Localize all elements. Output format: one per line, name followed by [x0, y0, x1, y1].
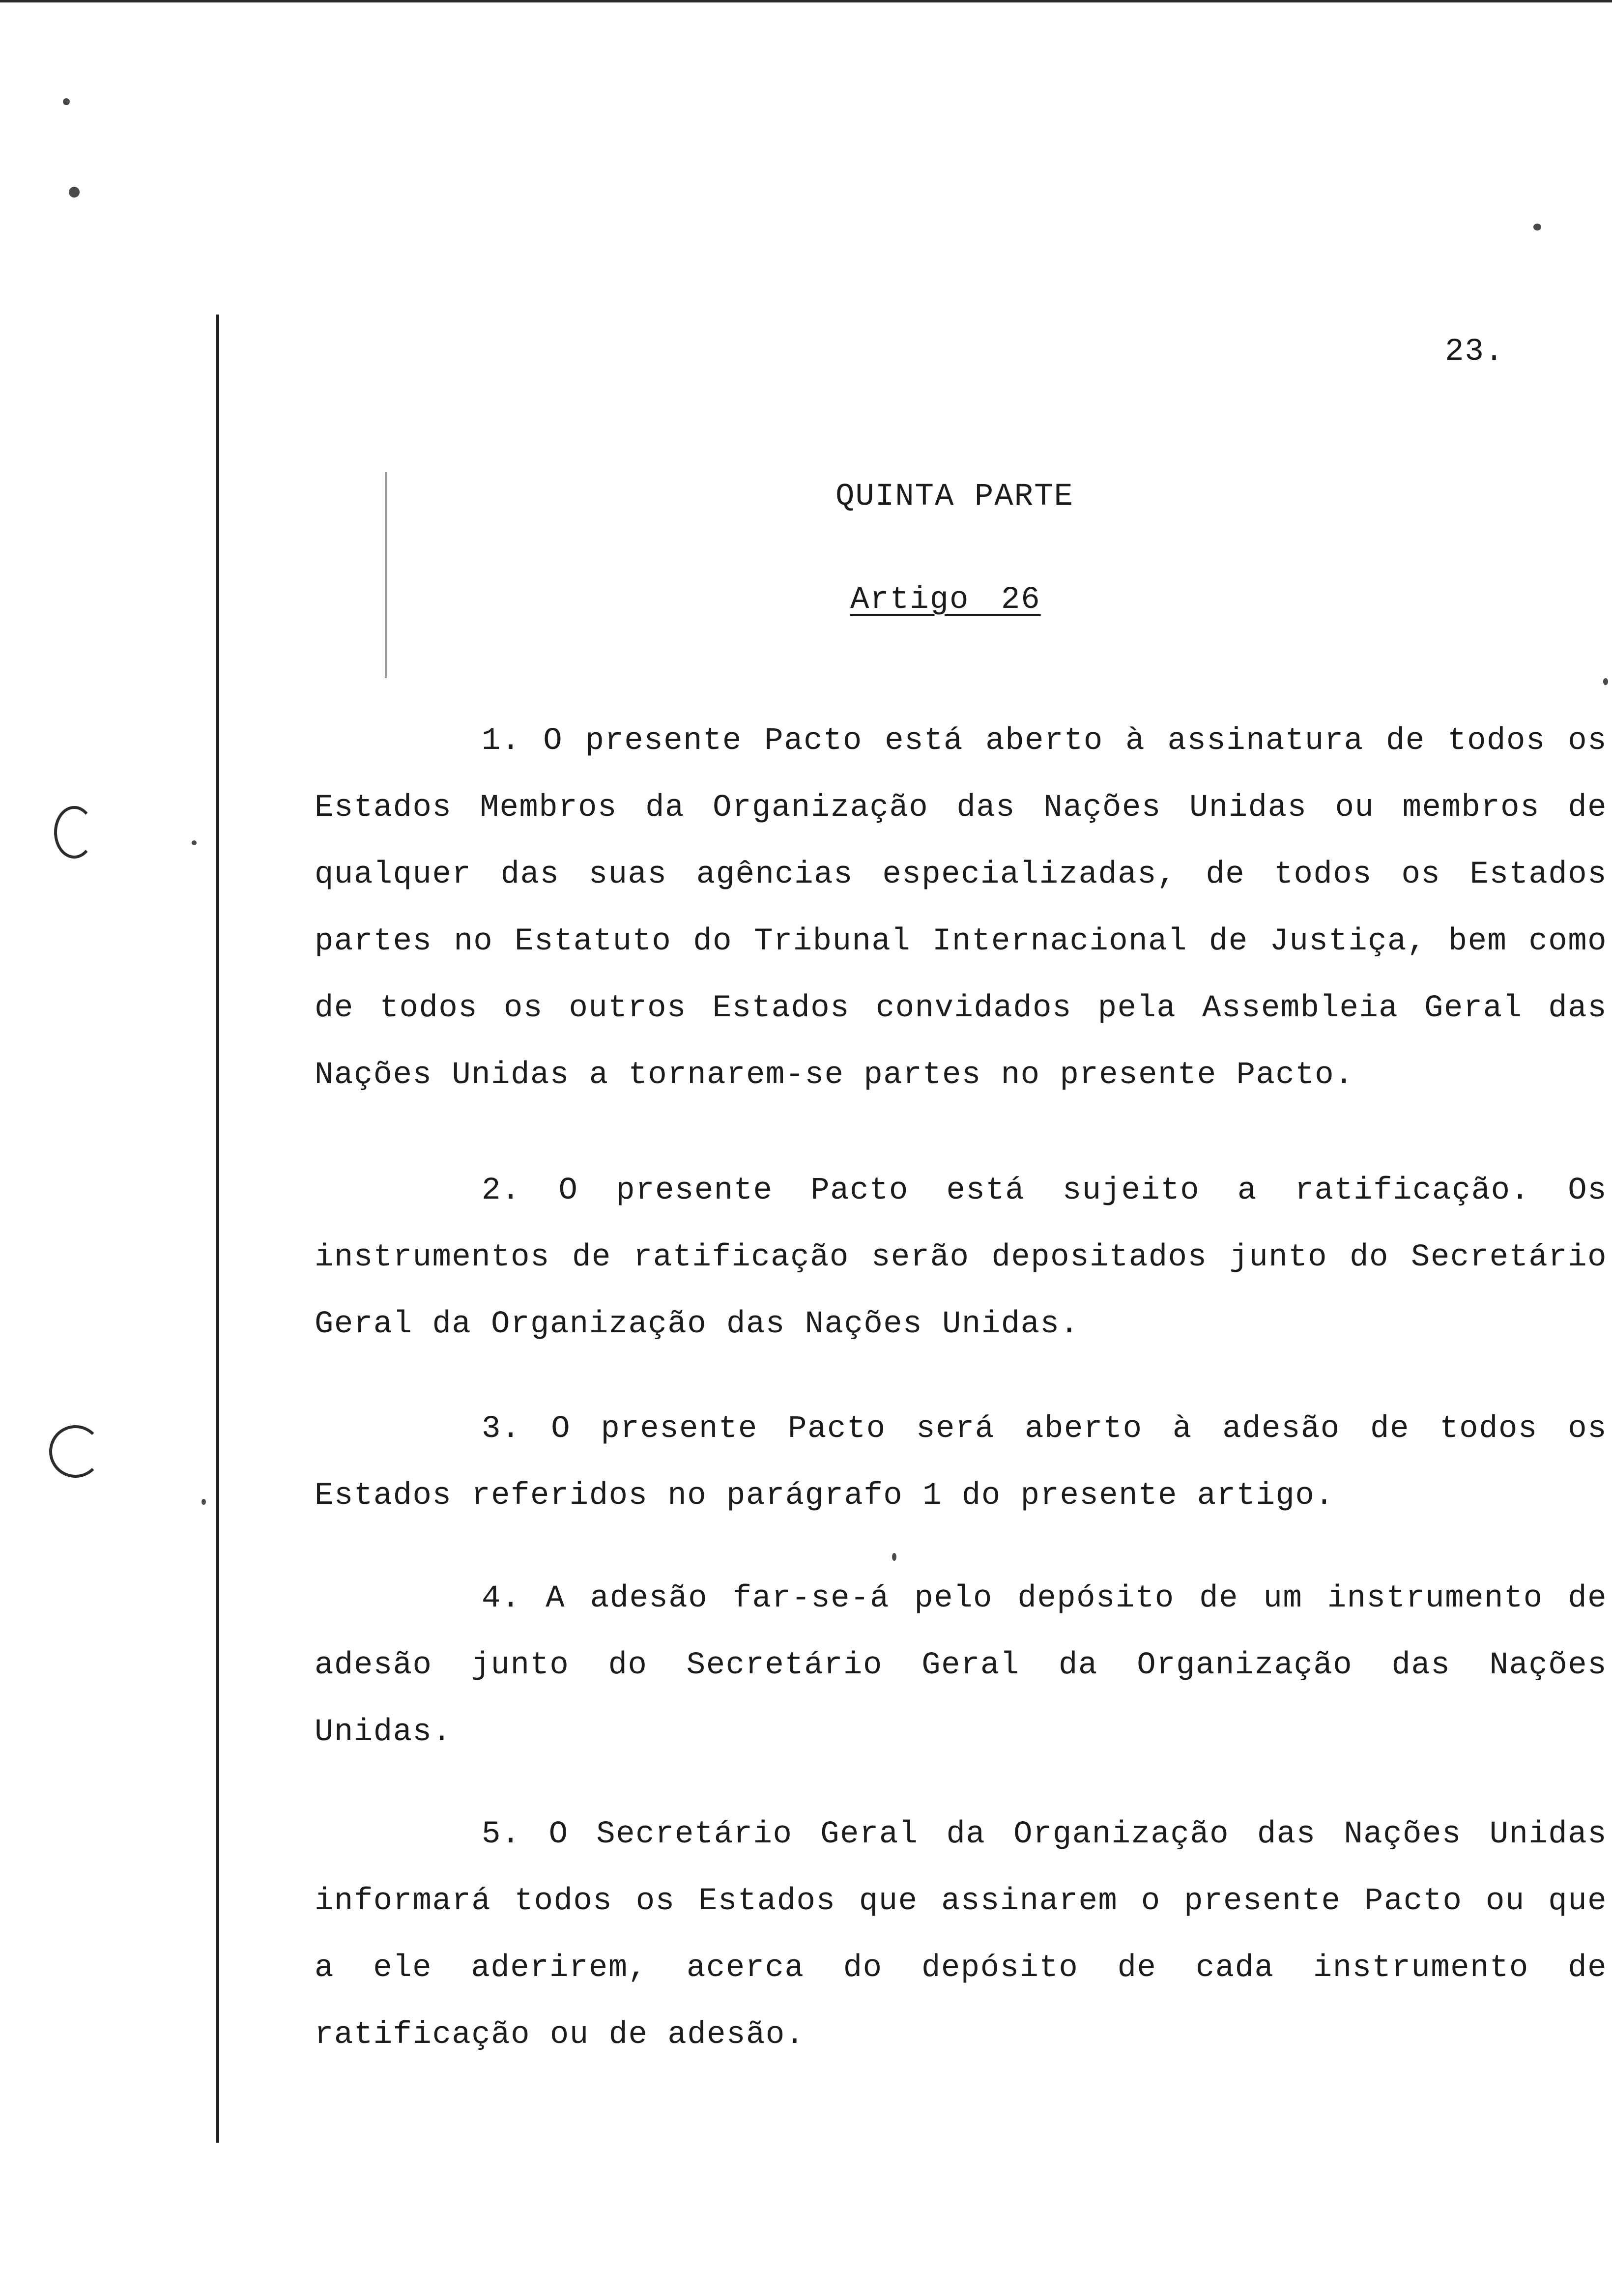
faint-margin-mark — [385, 472, 387, 678]
scan-speck — [202, 1499, 206, 1505]
scan-speck — [69, 187, 80, 198]
page-number: 23. — [1445, 334, 1505, 370]
paragraph-3: 3. O presente Pacto será aberto à adesão de todos os Estados referidos no parágrafo 1 do presente artigo. — [315, 1411, 1607, 1514]
punch-hole-mark — [54, 806, 94, 859]
paragraph-4: 4. A adesão far-se-á pelo depósito de um instrumento de adesão junto do Secretário Geral da Organização das Nações Unidas. — [315, 1581, 1607, 1750]
scan-speck — [63, 98, 70, 105]
scan-speck — [1603, 678, 1608, 685]
paragraph-5: 5. O Secretário Geral da Organização das Nações Unidas informará todos os Estados que assinarem o presente Pacto ou que a ele aderirem, acerca do depósito de cada instrumento de ratificação ou de adesão. — [315, 1817, 1607, 2053]
scan-speck — [892, 1553, 896, 1561]
paragraph-2: 2. O presente Pacto está sujeito a ratificação. Os instrumentos de ratificação serão depositados junto do Secretário Geral da Organização das Nações Unidas. — [315, 1173, 1607, 1342]
paragraph-1: 1. O presente Pacto está aberto à assinatura de todos os Estados Membros da Organização das Nações Unidas ou membros de qualquer das suas agências especializadas, de todos os Estados partes no Estatuto do Tribunal Internacional de Justiça, bem como de todos os outros Estados convidados pela Assembleia Geral das Nações Unidas a tornarem-se partes no presente Pacto. — [315, 723, 1607, 1093]
left-margin-line — [216, 315, 219, 2143]
page-top-edge — [0, 0, 1612, 2]
scan-speck — [1533, 224, 1541, 230]
scan-speck — [192, 840, 197, 845]
punch-hole-mark — [49, 1425, 102, 1478]
article-title: Artigo 26 — [850, 582, 1041, 618]
part-title: QUINTA PARTE — [835, 479, 1074, 515]
